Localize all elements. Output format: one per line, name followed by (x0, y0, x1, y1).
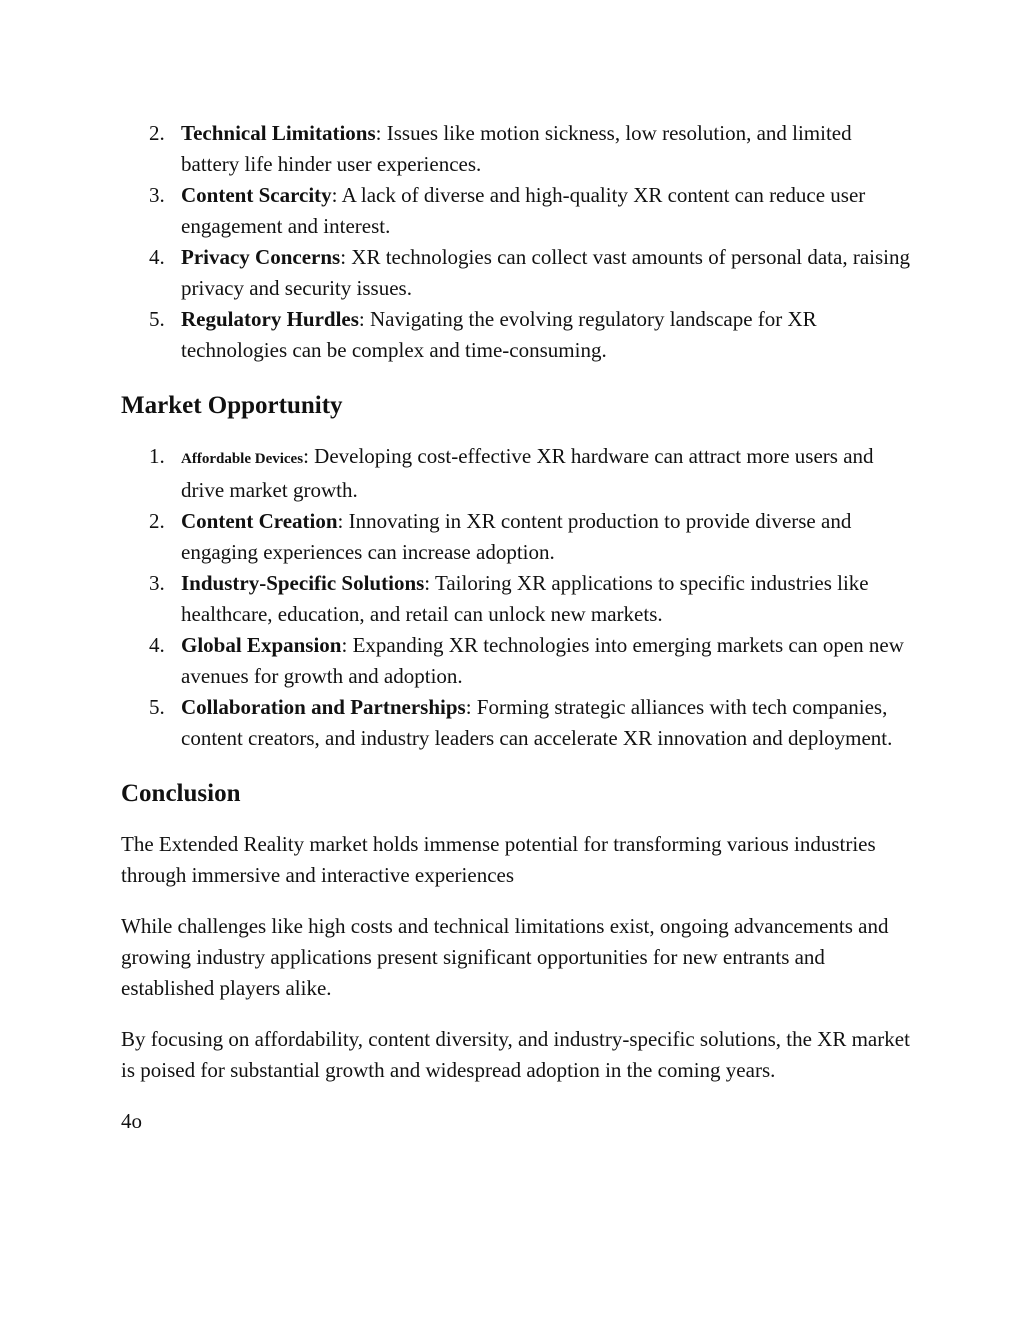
document-page (121, 118, 911, 1137)
list-text: : Tailoring XR applications to specific industries like healthcare, education, and retail can unlock new markets. (181, 571, 869, 626)
market-opportunity-list (121, 441, 911, 754)
list-text: : XR technologies can collect vast amounts of personal data, raising privacy and security issues. (181, 245, 910, 300)
conclusion-paragraph: While challenges like high costs and technical limitations exist, ongoing advancements and growing industry applications present significant opportunities for new entrants and established players alike. (121, 914, 889, 1000)
conclusion-paragraph: The Extended Reality market holds immense potential for transforming various industries through immersive and interactive experiences (121, 832, 876, 887)
list-term: Collaboration and Partnerships (181, 695, 466, 719)
list-text: : Expanding XR technologies into emerging markets can open new avenues for growth and adoption. (181, 633, 904, 688)
list-item (121, 630, 911, 692)
list-number: 2. (149, 509, 165, 533)
challenges-list (121, 118, 911, 366)
list-term: Content Scarcity (181, 183, 332, 207)
list-item (121, 441, 911, 506)
list-text: : Issues like motion sickness, low resolution, and limited battery life hinder user experiences. (181, 121, 852, 176)
section-heading-market-opportunity: Market Opportunity (121, 392, 343, 419)
list-text: : Innovating in XR content production to provide diverse and engaging experiences can increase adoption. (181, 509, 852, 564)
list-term: Global Expansion (181, 633, 342, 657)
list-number: 1. (149, 444, 165, 468)
list-text: : A lack of diverse and high-quality XR content can reduce user engagement and interest. (181, 183, 866, 238)
list-number: 2. (149, 121, 165, 145)
list-number: 3. (149, 183, 165, 207)
list-term: Content Creation (181, 509, 338, 533)
list-term: Industry-Specific Solutions (181, 571, 425, 595)
list-term: Affordable Devices (181, 451, 304, 467)
list-item (121, 692, 911, 754)
list-text: : Developing cost-effective XR hardware can attract more users and drive market growth. (181, 444, 874, 502)
list-number: 3. (149, 571, 165, 595)
list-number: 4. (149, 633, 165, 657)
section-heading-conclusion: Conclusion (121, 780, 241, 807)
conclusion-paragraph: By focusing on affordability, content diversity, and industry-specific solutions, the XR market is poised for substantial growth and widespread adoption in the coming years. (121, 1027, 910, 1082)
page-number: 4o (121, 1109, 142, 1133)
list-number: 5. (149, 695, 165, 719)
list-text: : Navigating the evolving regulatory landscape for XR technologies can be complex and time-consuming. (181, 307, 817, 362)
list-item (121, 304, 911, 366)
list-item (121, 118, 911, 180)
list-item (121, 242, 911, 304)
list-item (121, 568, 911, 630)
list-item (121, 180, 911, 242)
list-item (121, 506, 911, 568)
list-number: 5. (149, 307, 165, 331)
list-term: Privacy Concerns (181, 245, 341, 269)
list-number: 4. (149, 245, 165, 269)
list-term: Regulatory Hurdles (181, 307, 359, 331)
list-text: : Forming strategic alliances with tech companies, content creators, and industry leaders can accelerate XR innovation and deployment. (181, 695, 893, 750)
list-term: Technical Limitations (181, 121, 376, 145)
